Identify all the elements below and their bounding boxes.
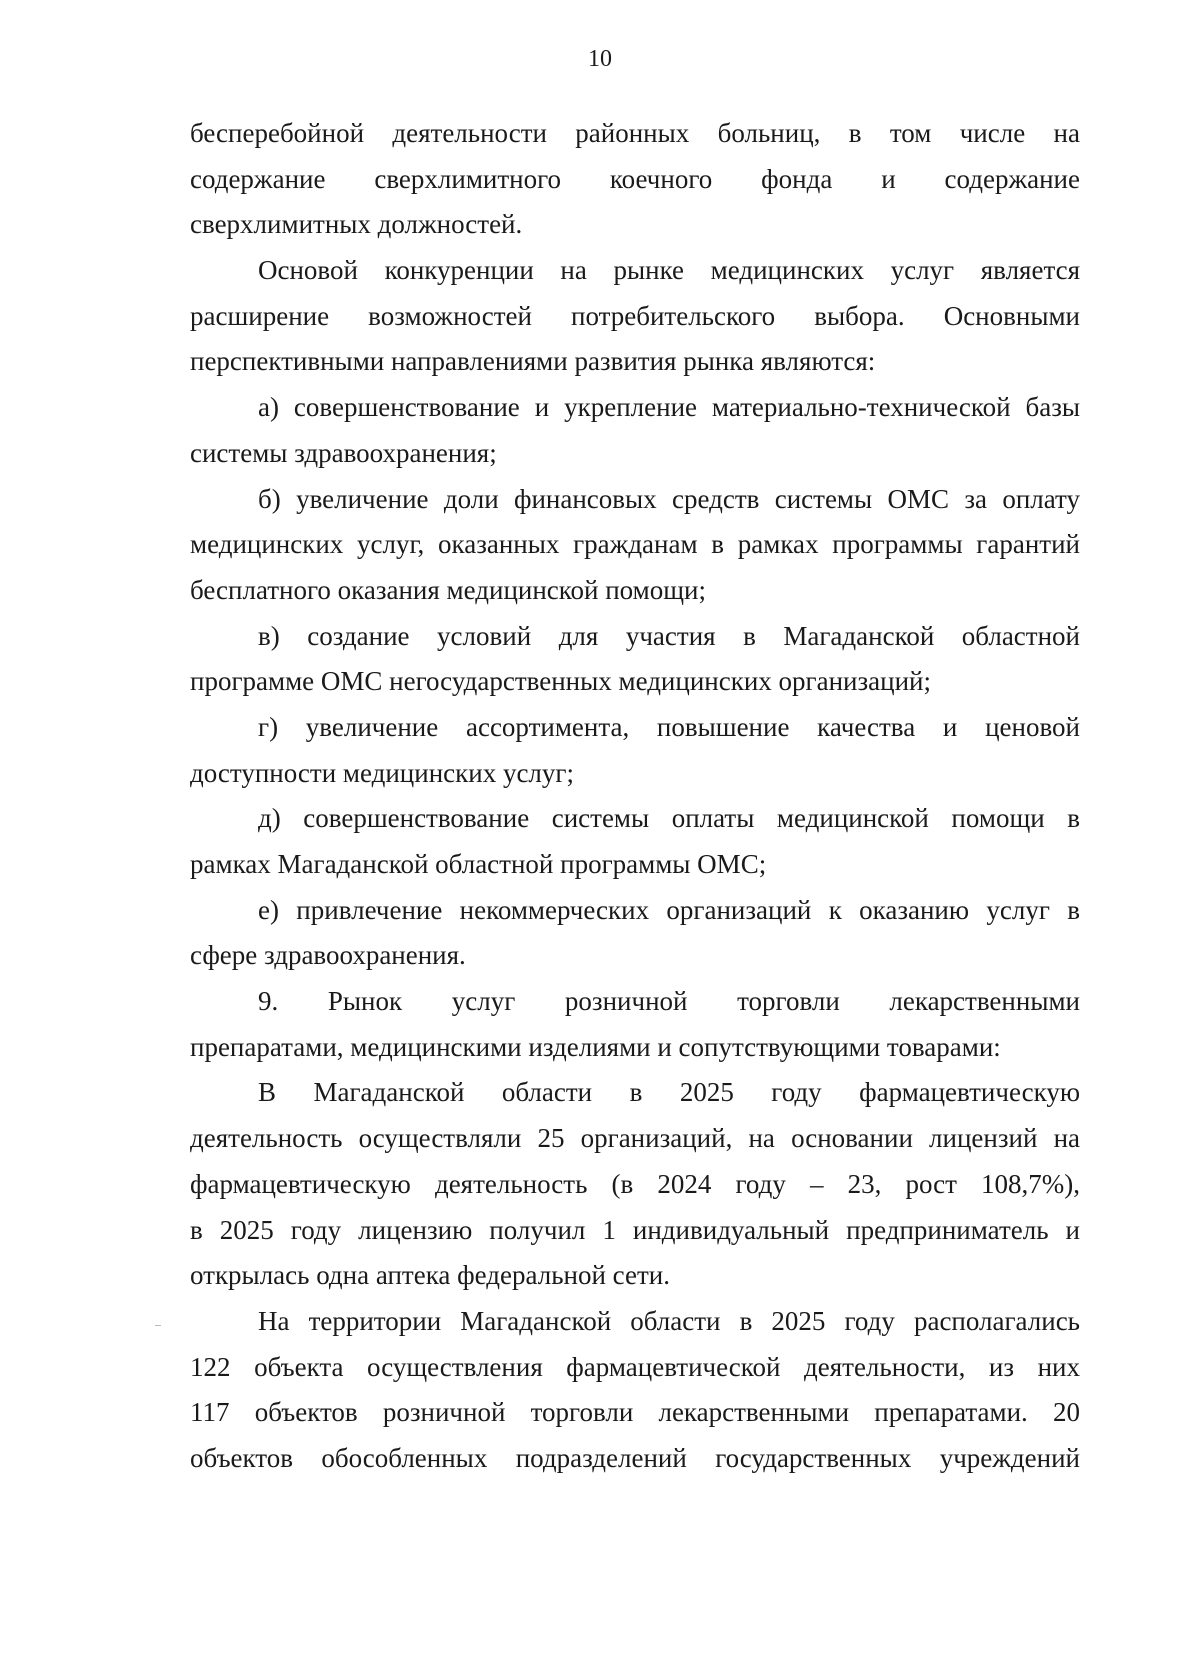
text-line: препаратами, медицинскими изделиями и сопутствующими товарами: — [190, 1031, 1001, 1062]
text-line: д) совершенствование системы оплаты медицинской помощи в — [258, 803, 1080, 834]
scan-mark — [155, 1325, 161, 1326]
text-line: расширение возможностей потребительского выбора. Основными — [190, 300, 1080, 331]
paragraph — [190, 248, 1080, 385]
text-line: в 2025 году лицензию получил 1 индивидуальный предприниматель и — [190, 1214, 1080, 1245]
text-line: фармацевтическую деятельность (в 2024 году – 23, рост 108,7%), — [190, 1168, 1080, 1199]
text-line: Основой конкуренции на рынке медицинских услуг является — [258, 255, 1080, 286]
paragraph — [190, 796, 1080, 887]
text-line: сверхлимитных должностей. — [190, 209, 523, 240]
text-line: программе ОМС негосударственных медицинских организаций; — [190, 666, 931, 697]
paragraph — [190, 614, 1080, 705]
text-line: а) совершенствование и укрепление материально-технической базы — [258, 392, 1080, 423]
text-line: перспективными направлениями развития рынка являются: — [190, 346, 876, 377]
text-line: 122 объекта осуществления фармацевтической деятельности, из них — [190, 1351, 1080, 1382]
paragraph — [190, 888, 1080, 979]
page-number: 10 — [588, 46, 612, 72]
text-line: 117 объектов розничной торговли лекарственными препаратами. 20 — [190, 1397, 1080, 1428]
text-line: На территории Магаданской области в 2025 году располагались — [258, 1305, 1080, 1336]
text-line: медицинских услуг, оказанных гражданам в рамках программы гарантий — [190, 529, 1080, 560]
paragraph — [190, 979, 1080, 1070]
body-text — [190, 111, 1080, 1482]
text-line: открылась одна аптека федеральной сети. — [190, 1260, 670, 1291]
text-line: 9. Рынок услуг розничной торговли лекарственными — [258, 986, 1080, 1017]
text-line: системы здравоохранения; — [190, 437, 497, 468]
text-line: бесперебойной деятельности районных больниц, в том числе на — [190, 118, 1080, 148]
text-line: б) увеличение доли финансовых средств системы ОМС за оплату — [258, 483, 1080, 514]
text-line: доступности медицинских услуг; — [190, 757, 574, 788]
text-line: В Магаданской области в 2025 году фармацевтическую — [258, 1077, 1080, 1108]
paragraph — [190, 111, 1080, 248]
text-line: рамках Магаданской областной программы ОМС; — [190, 849, 767, 879]
paragraph — [190, 1070, 1080, 1298]
paragraph — [190, 705, 1080, 796]
text-line: объектов обособленных подразделений государственных учреждений — [190, 1442, 1080, 1473]
text-line: г) увеличение ассортимента, повышение качества и ценовой — [258, 711, 1080, 742]
text-line: сфере здравоохранения. — [190, 940, 466, 971]
text-line: бесплатного оказания медицинской помощи; — [190, 574, 706, 605]
paragraph — [190, 477, 1080, 614]
text-line: содержание сверхлимитного коечного фонда и содержание — [190, 163, 1080, 194]
text-line: в) создание условий для участия в Магаданской областной — [258, 620, 1080, 651]
paragraph — [190, 1299, 1080, 1482]
text-line: деятельность осуществляли 25 организаций, на основании лицензий на — [190, 1123, 1080, 1154]
text-line: е) привлечение некоммерческих организаций к оказанию услуг в — [258, 894, 1080, 925]
paragraph — [190, 385, 1080, 476]
